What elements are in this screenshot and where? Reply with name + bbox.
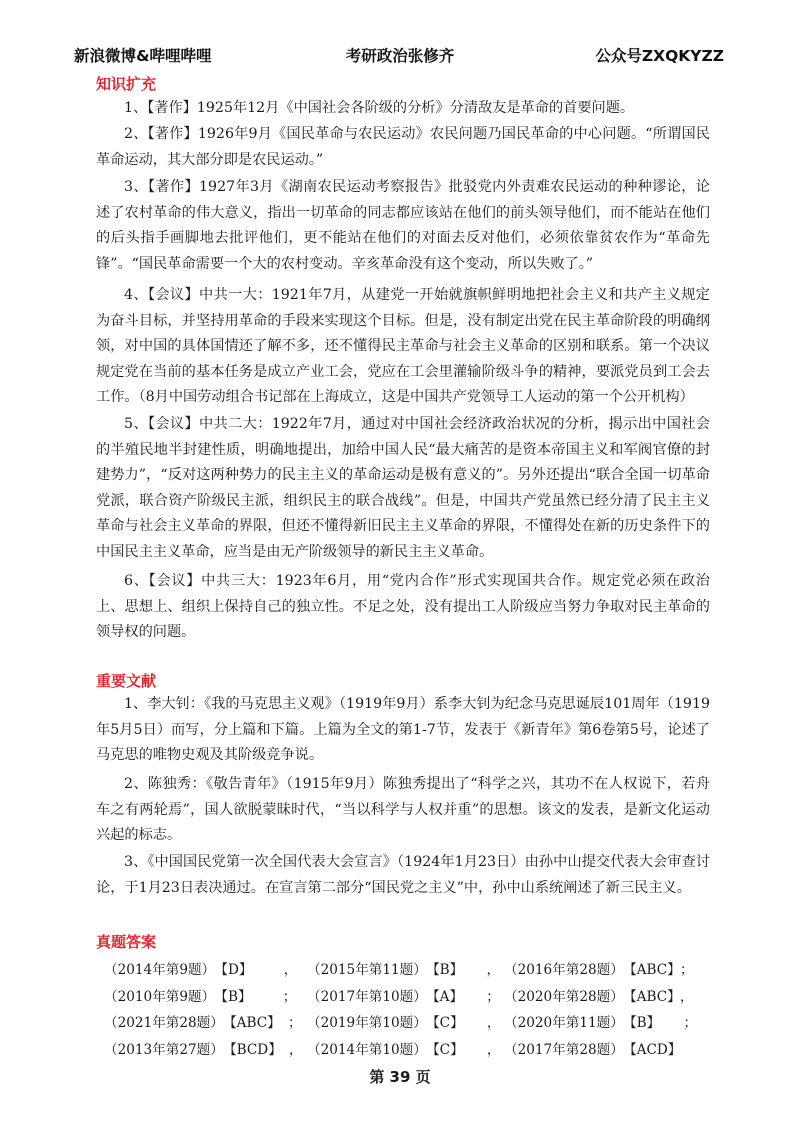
header-left: 新浪微博&哔哩哔哩 [74, 47, 212, 65]
answer-cell: （2017年第10题） 【A】 ； [307, 988, 500, 1005]
knowledge-item-6: 6、【会议】中共三大：1923年6月，用“党内合作”形式实现国共合作。规定党必须在政治上、思想上、组织上保持自己的独立性。不足之处，没有提出工人阶级应当努力争取对民主革命的领导权的问题。 [96, 573, 710, 641]
answer-row [104, 957, 704, 984]
knowledge-item-5: 5、【会议】中共二大：1922年7月，通过对中国社会经济政治状况的分析，揭示出中国社会的半殖民地半封建性质，明确地提出，加给中国人民“最大痛苦的是资本帝国主义和军阀官僚的封建势力”，“反对这两种势力的民主主义的革命运动是极有意义的”。另外还提出“联合全国一切革命党派，联合资产阶级民主派，组织民主的联合战线”。但是，中国共产党虽然已经分清了民主主义革命与社会主义革命的界限，但还不懂得新旧民主主义革命的界限，不懂得处在新的历史条件下的中国民主主义革命，应当是由无产阶级领导的新民主主义革命。 [96, 416, 710, 560]
section-title-documents: 重要文献 [96, 672, 157, 690]
document-item-3: 3、《中国国民党第一次全国代表大会宣言》（1924年1月23日）由孙中山提交代表大会审查讨论，于1月23日表决通过。在宣言第二部分“国民党之主义”中，孙中山系统阐述了新三民主义。 [96, 854, 710, 896]
section-title-answers: 真题答案 [96, 933, 157, 951]
knowledge-item-2: 2、【著作】1926年9月《国民革命与农民运动》农民问题乃国民革命的中心问题。“所谓国民革命运动，其大部分即是农民运动。” [96, 126, 710, 168]
header-center: 考研政治张修齐 [345, 47, 455, 65]
answer-cell: （2016年第28题） 【ABC】 ； [504, 962, 694, 978]
answer-cell: （2020年第28题） 【ABC】 ， [504, 988, 694, 1005]
answer-cell: （2020年第11题） 【B】 ； [504, 1015, 698, 1031]
answer-row [104, 984, 704, 1011]
answer-cell: （2010年第9题） 【B】 ； [104, 988, 297, 1005]
answer-cell: （2014年第10题） 【C】 ， [307, 1041, 501, 1058]
knowledge-item-1: 1、【著作】1925年12月《中国社会各阶级的分析》分清敌友是革命的首要问题。 [124, 100, 635, 116]
document-item-2: 2、陈独秀：《敬告青年》（1915年9月）陈独秀提出了“科学之兴，其功不在人权说下，若舟车之有两轮焉”，国人欲脱蒙昧时代，“当以科学与人权并重”的思想。该文的发表，是新文化运动兴起的标志。 [96, 776, 710, 844]
header-right: 公众号ZXQKYZZ [595, 47, 724, 65]
knowledge-item-4: 4、【会议】中共一大：1921年7月，从建党一开始就旗帜鲜明地把社会主义和共产主义规定为奋斗目标，并坚持用革命的手段来实现这个目标。但是，没有制定出党在民主革命阶段的明确纲领，对中国的具体国情还了解不多，还不懂得民主革命与社会主义革命的区别和联系。第一个决议规定党在当前的基本任务是成立产业工会，党应在工会里灌输阶级斗争的精神，要派党员到工会去工作。（8月中国劳动组合书记部在上海成立，这是中国共产党领导工人运动的第一个公开机构） [96, 287, 710, 406]
answer-row [104, 1037, 704, 1064]
answer-cell: （2015年第11题） 【B】 ， [307, 962, 501, 978]
section-title-knowledge: 知识扩充 [96, 75, 157, 93]
answer-cell: （2014年第9题） 【D】 ， [104, 962, 298, 978]
answer-cell: （2021年第28题） 【ABC】 ； [104, 1015, 302, 1031]
answer-cell: （2013年第27题） 【BCD】 ， [104, 1041, 303, 1058]
answer-cell: （2019年第10题） 【C】 ， [307, 1015, 501, 1031]
knowledge-item-3: 3、【著作】1927年3月《湖南农民运动考察报告》批驳党内外责难农民运动的种种谬论，论述了农村革命的伟大意义，指出一切革命的同志都应该站在他们的前头领导他们，而不能站在他们的后头指手画脚地去批评他们，更不能站在他们的对面去反对他们，必须依靠贫农作为“革命先锋”。“国民革命需要一个大的农村变动。辛亥革命没有这个变动，所以失败了。” [96, 179, 710, 272]
answer-row [104, 1010, 704, 1037]
document-item-1: 1、李大钊：《我的马克思主义观》（1919年9月）系李大钊为纪念马克思诞辰101周年（1919年5月5日）而写，分上篇和下篇。上篇为全文的第1-7节，发表于《新青年》第6卷第5号，论述了马克思的唯物史观及其阶级竞争说。 [96, 696, 710, 764]
page-header [0, 44, 800, 72]
answer-cell: （2017年第28题） 【ACD】 [504, 1041, 682, 1058]
page-number: 第 39 页 [369, 1068, 431, 1086]
answers-table [104, 957, 704, 1063]
